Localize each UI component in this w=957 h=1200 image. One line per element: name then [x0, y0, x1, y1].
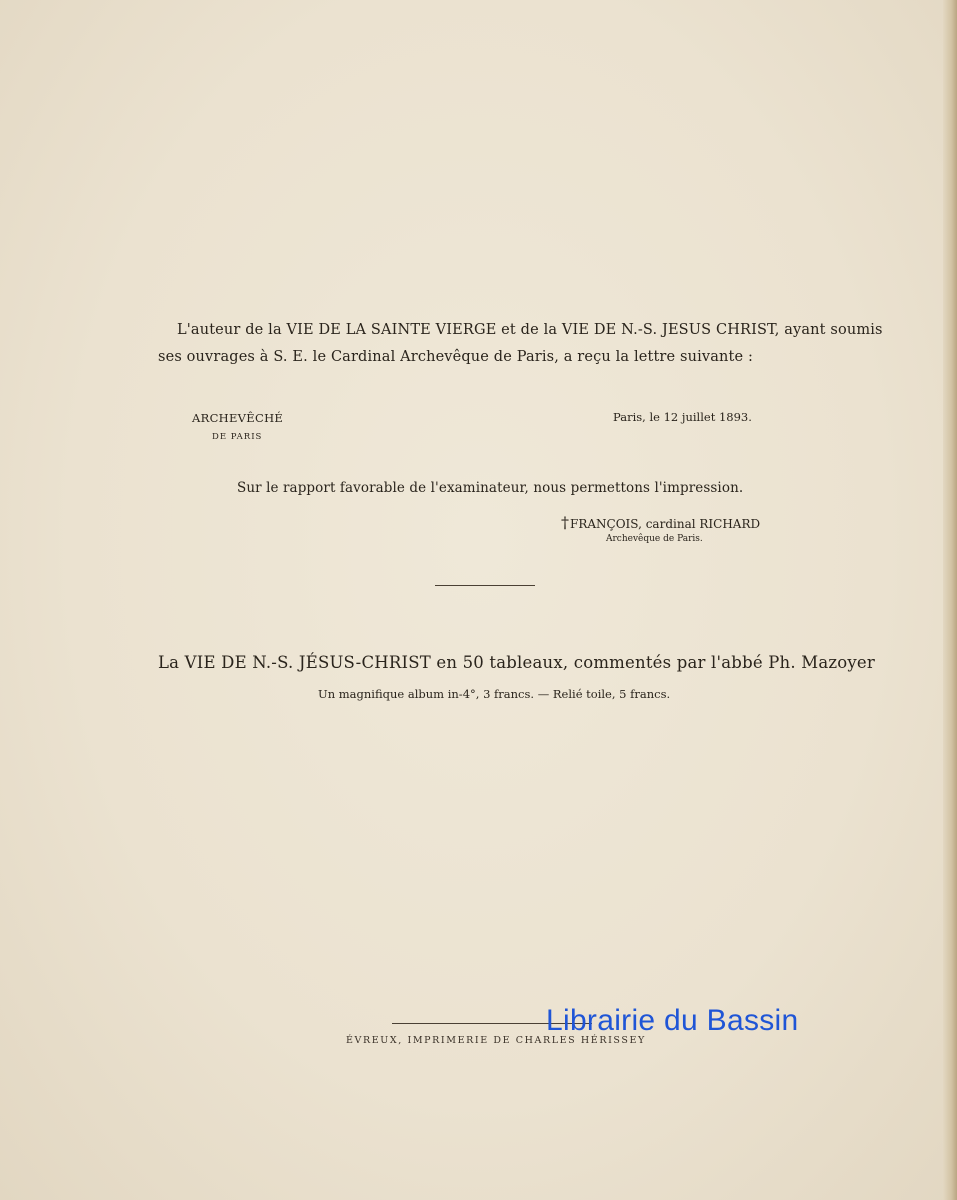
cross-icon: † — [561, 513, 569, 532]
intro-line-2: ses ouvrages à S. E. le Cardinal Archevêque de Paris, a reçu la lettre suivante : — [158, 349, 754, 365]
intro-line-1: L'auteur de la VIE DE LA SAINTE VIERGE et de la VIE DE N.-S. JESUS CHRIST, ayant soumis — [177, 322, 883, 338]
letter-date: Paris, le 12 juillet 1893. — [613, 410, 752, 424]
signature-title: Archevêque de Paris. — [606, 534, 703, 544]
de-paris-subheading: DE PARIS — [212, 432, 263, 442]
signature-name: FRANÇOIS, cardinal RICHARD — [570, 517, 761, 531]
signature — [561, 513, 760, 532]
printer-imprint: ÉVREUX, IMPRIMERIE DE CHARLES HÉRISSEY — [346, 1035, 646, 1046]
advertisement-title: La VIE DE N.-S. JÉSUS-CHRIST en 50 tableaux, commentés par l'abbé Ph. Mazoyer — [158, 653, 875, 672]
divider-rule — [435, 585, 535, 586]
page-edge — [943, 0, 957, 1200]
advertisement-subtitle: Un magnifique album in-4°, 3 francs. — Relié toile, 5 francs. — [318, 687, 671, 701]
watermark-text: Librairie du Bassin — [546, 1004, 799, 1037]
archeveche-heading: ARCHEVÊCHÉ — [192, 411, 284, 425]
approval-text: Sur le rapport favorable de l'examinateur, nous permettons l'impression. — [237, 480, 744, 496]
